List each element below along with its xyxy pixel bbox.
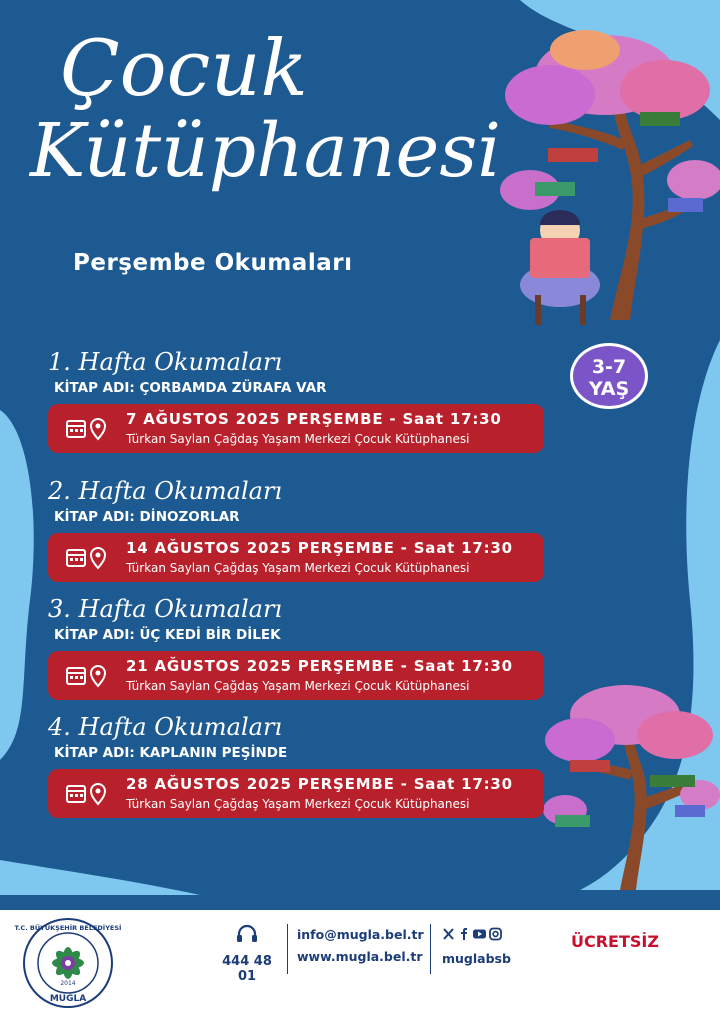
x-icon (444, 929, 453, 939)
tree-illustration-bottom (540, 680, 720, 900)
week-block-1 (48, 348, 548, 453)
seal-year: 2014 (60, 980, 76, 987)
book-name: KİTAP ADI: ÇORBAMDA ZÜRAFA VAR (54, 380, 327, 396)
contact-links (297, 924, 424, 968)
social-icons (442, 927, 504, 941)
calendar-icon (67, 786, 85, 802)
subtitle: Perşembe Okumaları (73, 250, 353, 276)
week-title: 3. Hafta Okumaları (48, 595, 283, 623)
headset-icon (236, 924, 258, 944)
website-link[interactable]: www.mugla.bel.tr (297, 949, 423, 964)
location-pin-icon (91, 419, 105, 439)
event-place: Türkan Saylan Çağdaş Yaşam Merkezi Çocuk Kütüphanesi (126, 679, 470, 693)
event-bar (48, 769, 544, 818)
title-line-2: Kütüphanesi (30, 108, 501, 194)
age-range: 3-7 (591, 356, 627, 378)
calendar-icon (67, 668, 85, 684)
social-handle[interactable]: muglabsb (442, 951, 511, 966)
week-block-3 (48, 595, 548, 700)
event-bar (48, 533, 544, 582)
title-line-1: Çocuk (60, 24, 308, 114)
event-date: 7 AĞUSTOS 2025 PERŞEMBE - Saat 17:30 (126, 410, 502, 428)
event-date: 21 AĞUSTOS 2025 PERŞEMBE - Saat 17:30 (126, 657, 513, 675)
municipality-seal-logo (14, 917, 122, 1009)
location-pin-icon (91, 548, 105, 568)
week-title: 2. Hafta Okumaları (48, 477, 283, 505)
event-date: 28 AĞUSTOS 2025 PERŞEMBE - Saat 17:30 (126, 775, 513, 793)
seal-name: T.C. BÜYÜKŞEHİR BELEDİYESİ (14, 924, 122, 932)
facebook-icon (461, 928, 467, 940)
calendar-icon (67, 550, 85, 566)
phone-number[interactable]: 444 48 01 (222, 954, 272, 984)
instagram-icon (490, 929, 501, 940)
week-title: 1. Hafta Okumaları (48, 348, 283, 376)
seal-city: MUĞLA (49, 994, 87, 1004)
week-block-2 (48, 477, 548, 582)
week-block-4 (48, 713, 548, 818)
book-name: KİTAP ADI: KAPLANIN PEŞİNDE (54, 745, 288, 761)
calendar-location-icons (66, 664, 110, 688)
location-pin-icon (91, 666, 105, 686)
poster-title (30, 24, 501, 194)
divider (287, 924, 288, 974)
calendar-location-icons (66, 417, 110, 441)
event-bar (48, 651, 544, 700)
event-bar (48, 404, 544, 453)
divider (430, 924, 431, 974)
calendar-location-icons (66, 782, 110, 806)
book-name: KİTAP ADI: DİNOZORLAR (54, 509, 240, 525)
youtube-icon (473, 930, 486, 939)
event-place: Türkan Saylan Çağdaş Yaşam Merkezi Çocuk Kütüphanesi (126, 561, 470, 575)
calendar-location-icons (66, 546, 110, 570)
free-label: ÜCRETSİZ (571, 932, 659, 951)
phone-contact (212, 924, 282, 984)
age-unit: YAŞ (588, 378, 630, 400)
calendar-icon (67, 421, 85, 437)
week-title: 4. Hafta Okumaları (48, 713, 283, 741)
event-place: Türkan Saylan Çağdaş Yaşam Merkezi Çocuk Kütüphanesi (126, 797, 470, 811)
social-links (442, 926, 511, 966)
age-badge (570, 343, 648, 409)
footer (0, 910, 720, 1018)
tree-illustration (490, 20, 720, 330)
location-pin-icon (91, 784, 105, 804)
event-date: 14 AĞUSTOS 2025 PERŞEMBE - Saat 17:30 (126, 539, 513, 557)
email-link[interactable]: info@mugla.bel.tr (297, 927, 424, 942)
book-name: KİTAP ADI: ÜÇ KEDİ BİR DİLEK (54, 627, 281, 643)
event-place: Türkan Saylan Çağdaş Yaşam Merkezi Çocuk Kütüphanesi (126, 432, 470, 446)
